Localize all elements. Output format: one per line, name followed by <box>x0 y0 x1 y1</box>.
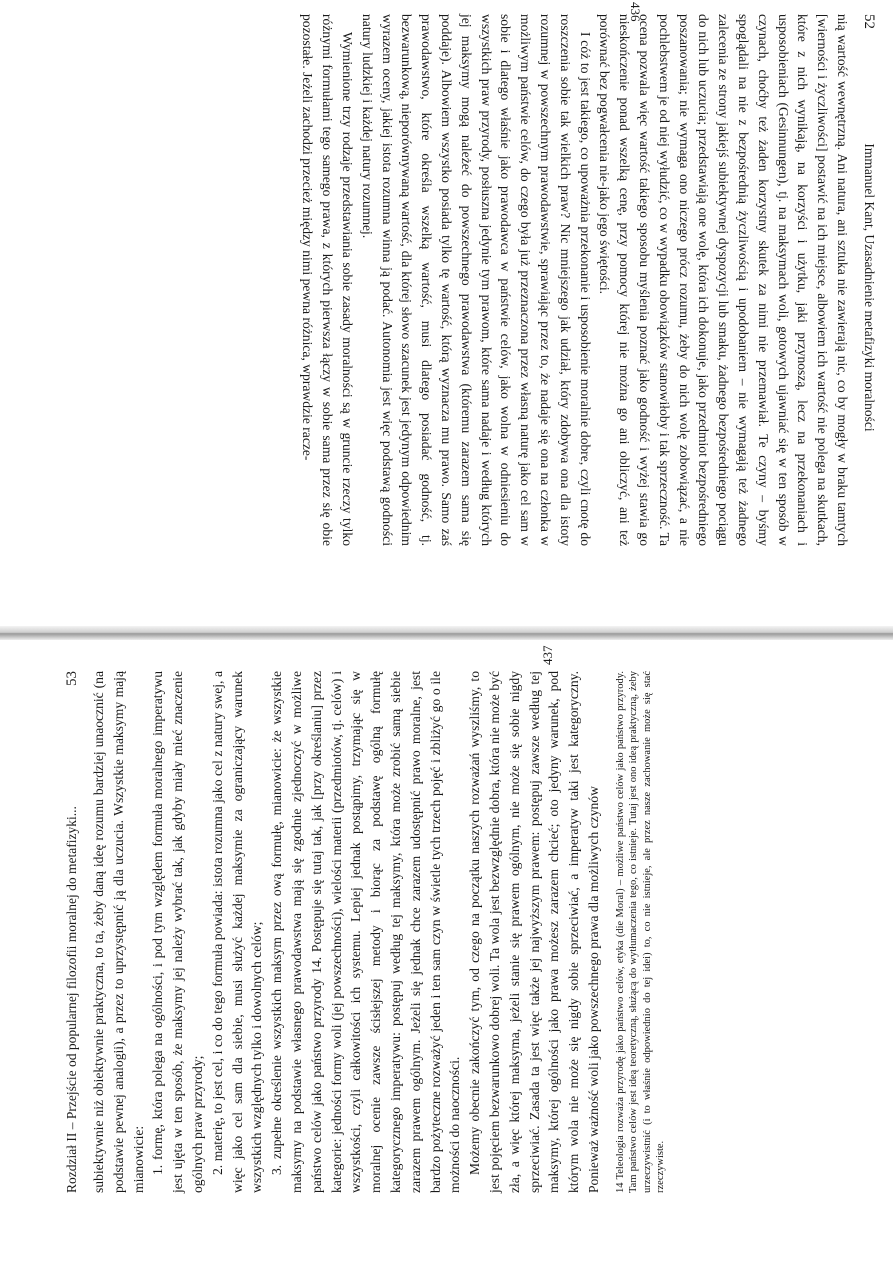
left-page-header <box>860 14 877 546</box>
running-head: Immanuel Kant, Uzasadnienie metafizyki moralności <box>862 143 877 432</box>
paragraph: 3. zupełne określenie wszystkich maksym przez ową formułę, mianowicie: że wszystkie maksymy na podstawie własnego prawodawstwa mają się zgodnie zjednoczyć w możliwe państwo celów jako państwo przyrody 14. Postępuje się tutaj tak, jak [przy określaniu] przez kategorie: jedności formy woli (jej powszechności), wielości materii (przedmiotów, tj. celów) i wszystkości, czyli całkowitości ich systemu. Lepiej jednak postąpimy, trzymając się w moralnej ocenie zawsze ścisłejszej metody i biorąc za podstawę ogólną formułę kategorycznego imperatywu: postępuj według tej maksymy, która może zrobić samą siebie zarazem prawem ogólnym. Jeżeli się jednak chce zarazem udostępnić prawo moralne, jest bardzo pożyteczne rozważyć jeden i ten sam czyn w świetle tych trzech pojęć i zbliżyć go o ile możności do naoczności. <box>269 671 463 1193</box>
footnote: 14 Teleologia rozważa przyrodę jako państwo celów, etyka (die Moral) – możliwe państwo celów jako państwo przyrody. Tam państwo celów jest ideą teoretyczną, służącą do wytłumaczenia tego, co istnieje. Tutaj jest ono ideą praktyczną, żeby urzeczywistnić (i to właśnie odpowiednio do tej idei) to, co nie istnieje, ale przez nasze zachowanie może się stać rzeczywiste. <box>614 671 667 1193</box>
page-number: 53 <box>64 671 80 686</box>
running-head: Rozdział II – Przejście od popularnej filozofii moralnej do metafizyki... <box>64 806 79 1193</box>
right-page-header <box>64 671 81 1193</box>
margin-reference-number: 437 <box>540 645 555 665</box>
paragraph: Wymienione trzy rodzaje przedstawiania sobie zasady moralności są w gruncie rzeczy tylko różnymi formułami tego samego prawa, z których pierwsza łączy w sobie sama przez się obie pozostałe. Jeżeli zachodzi przecież między nimi pewna różnica, wprawdzie racze- <box>300 14 356 546</box>
book-spine-shadow <box>0 626 893 640</box>
page-number: 52 <box>861 14 877 29</box>
right-page <box>0 643 893 1263</box>
paragraph: 2. materię, to jest cel, i co do tego formuła powiada: istota rozumna jako cel z natury swej, a więc jako cel sam dla siebie, musi służyć każdej maksymie za ograniczający warunek wszystkich względnych tylko i dowolnych celów; <box>209 671 265 1193</box>
paragraph: subiektywnie niż obiektywnie praktyczna, to ta, żeby daną ideę rozumu bardziej unaocznić (na podstawie pewnej analogii), a przez to uprzystępnić ją dla uczucia. Wszystkie maksymy mają mianowicie: <box>91 671 146 1193</box>
paragraph: nią wartość wewnętrzną. Ani natura, ani sztuka nie zawierają nic, co by mogły w braku tamtych [wierności i życzliwości] postawić na ich miejsce, albowiem ich wartość nie polega na skutkach, które z nich wynikają, na korzyści i użytku, jaki przynoszą, lecz na przekonaniach i usposobieniach (Gesinnungen), tj. na maksymach woli, gotowych ujawniać się w ten sposób w czynach, choćby też żaden korzystny skutek za nimi nie przemawiał. Te czyny – byśmy spoglądali na nie z bezpośrednią życzliwością i upodobaniem – nie wymagają też żadnego zalecenia ze strony jakiejś subiektywnej dyspozycji lub smaku, żadnego bezpośredniego pociągu do nich lub uczucia; przedstawiają one wolę, która ich dokonuje, jako przedmiot bezpośredniego poszanowania; nie wymaga ono niczego prócz rozumu, żeby do nich wolę zobowiązać, a nie pochlebstwem je od niej wyłudzić, co w wypadku obowiązków stanowiłoby i tak sprzeczność. Ta ocena pozwala więc wartość takiego sposobu myślenia poznać jako godność i wyżej stawia go nieskończenie ponad wszelką cenę, przy pomocy której nie można go ani obliczyć, ani też porównać bez pogwałcenia nie-jako jego świętości. <box>597 14 850 546</box>
paragraph: Możemy obecnie zakończyć tym, od czego na początku naszych rozważań wyszliśmy, to jest pojęciem bezwarunkowo dobrej woli. Ta wola jest bezwzględnie dobra, która nie może być zła, a więc której maksyma, jeżeli stanie się prawem ogólnym, nie może się sobie nigdy sprzeciwiać. Zasada ta jest więc także jej najwyższym prawem: postępuj zawsze według tej maksymy, której ogólności jako prawa możesz zarazem chcieć; oto jedyny warunek, pod którym wola nie może się nigdy sobie sprzeciwiać, a imperatyw taki jest kategoryczny. Ponieważ ważność woli jako powszechnego prawa dla możliwych czynów <box>467 671 601 1193</box>
paragraph: 1. formę, która polega na ogólności, i pod tym względem formuła moralnego imperatywu jest ujęta w ten sposób, że maksymy jej należy wybrać tak, jak gdyby miały mieć znaczenie ogólnych praw przyrody; <box>150 671 205 1193</box>
left-page <box>0 0 893 620</box>
margin-reference-number: 436 <box>628 2 643 22</box>
left-page-body <box>298 14 852 546</box>
right-page-body <box>89 671 604 1193</box>
paragraph: I cóż to jest takiego, co upoważnia przekonanie i usposobienie moralnie dobre, czyli cnotę do roszczenia sobie tak wielkich praw? Nic mniejszego jak udział, który zdobywa ona dla istoty rozumnej w powszechnym prawodawstwie, sprawiając przez to, że nadaje się ona na członka w możliwym państwie celów, do czego była już przeznaczona przez własną naturę jako cel sam w sobie i dlatego właśnie jako prawodawca w państwie celów, jako wolna w odniesieniu do wszystkich praw przyrody, posłuszna jedynie tym prawom, które sama nadaje i według których jej maksymy mogą należeć do powszechnego prawodawstwa (któremu zarazem sama się poddaje). Albowiem wszystko posiada tylko tę wartość, którą wyznacza mu prawo. Samo zaś prawodawstwo, które określa wszelką wartość, musi dlatego posiadać godność, tj. bezwarunkową, nieporównywaną wartość, dla której słowo szacunek jest jedynym odpowiednim wyrazem oceny, jakiej istota rozumna winna ją podać. Autonomia jest więc podstawą godności natury ludzkiej i każdej natury rozumnej. <box>359 14 593 546</box>
